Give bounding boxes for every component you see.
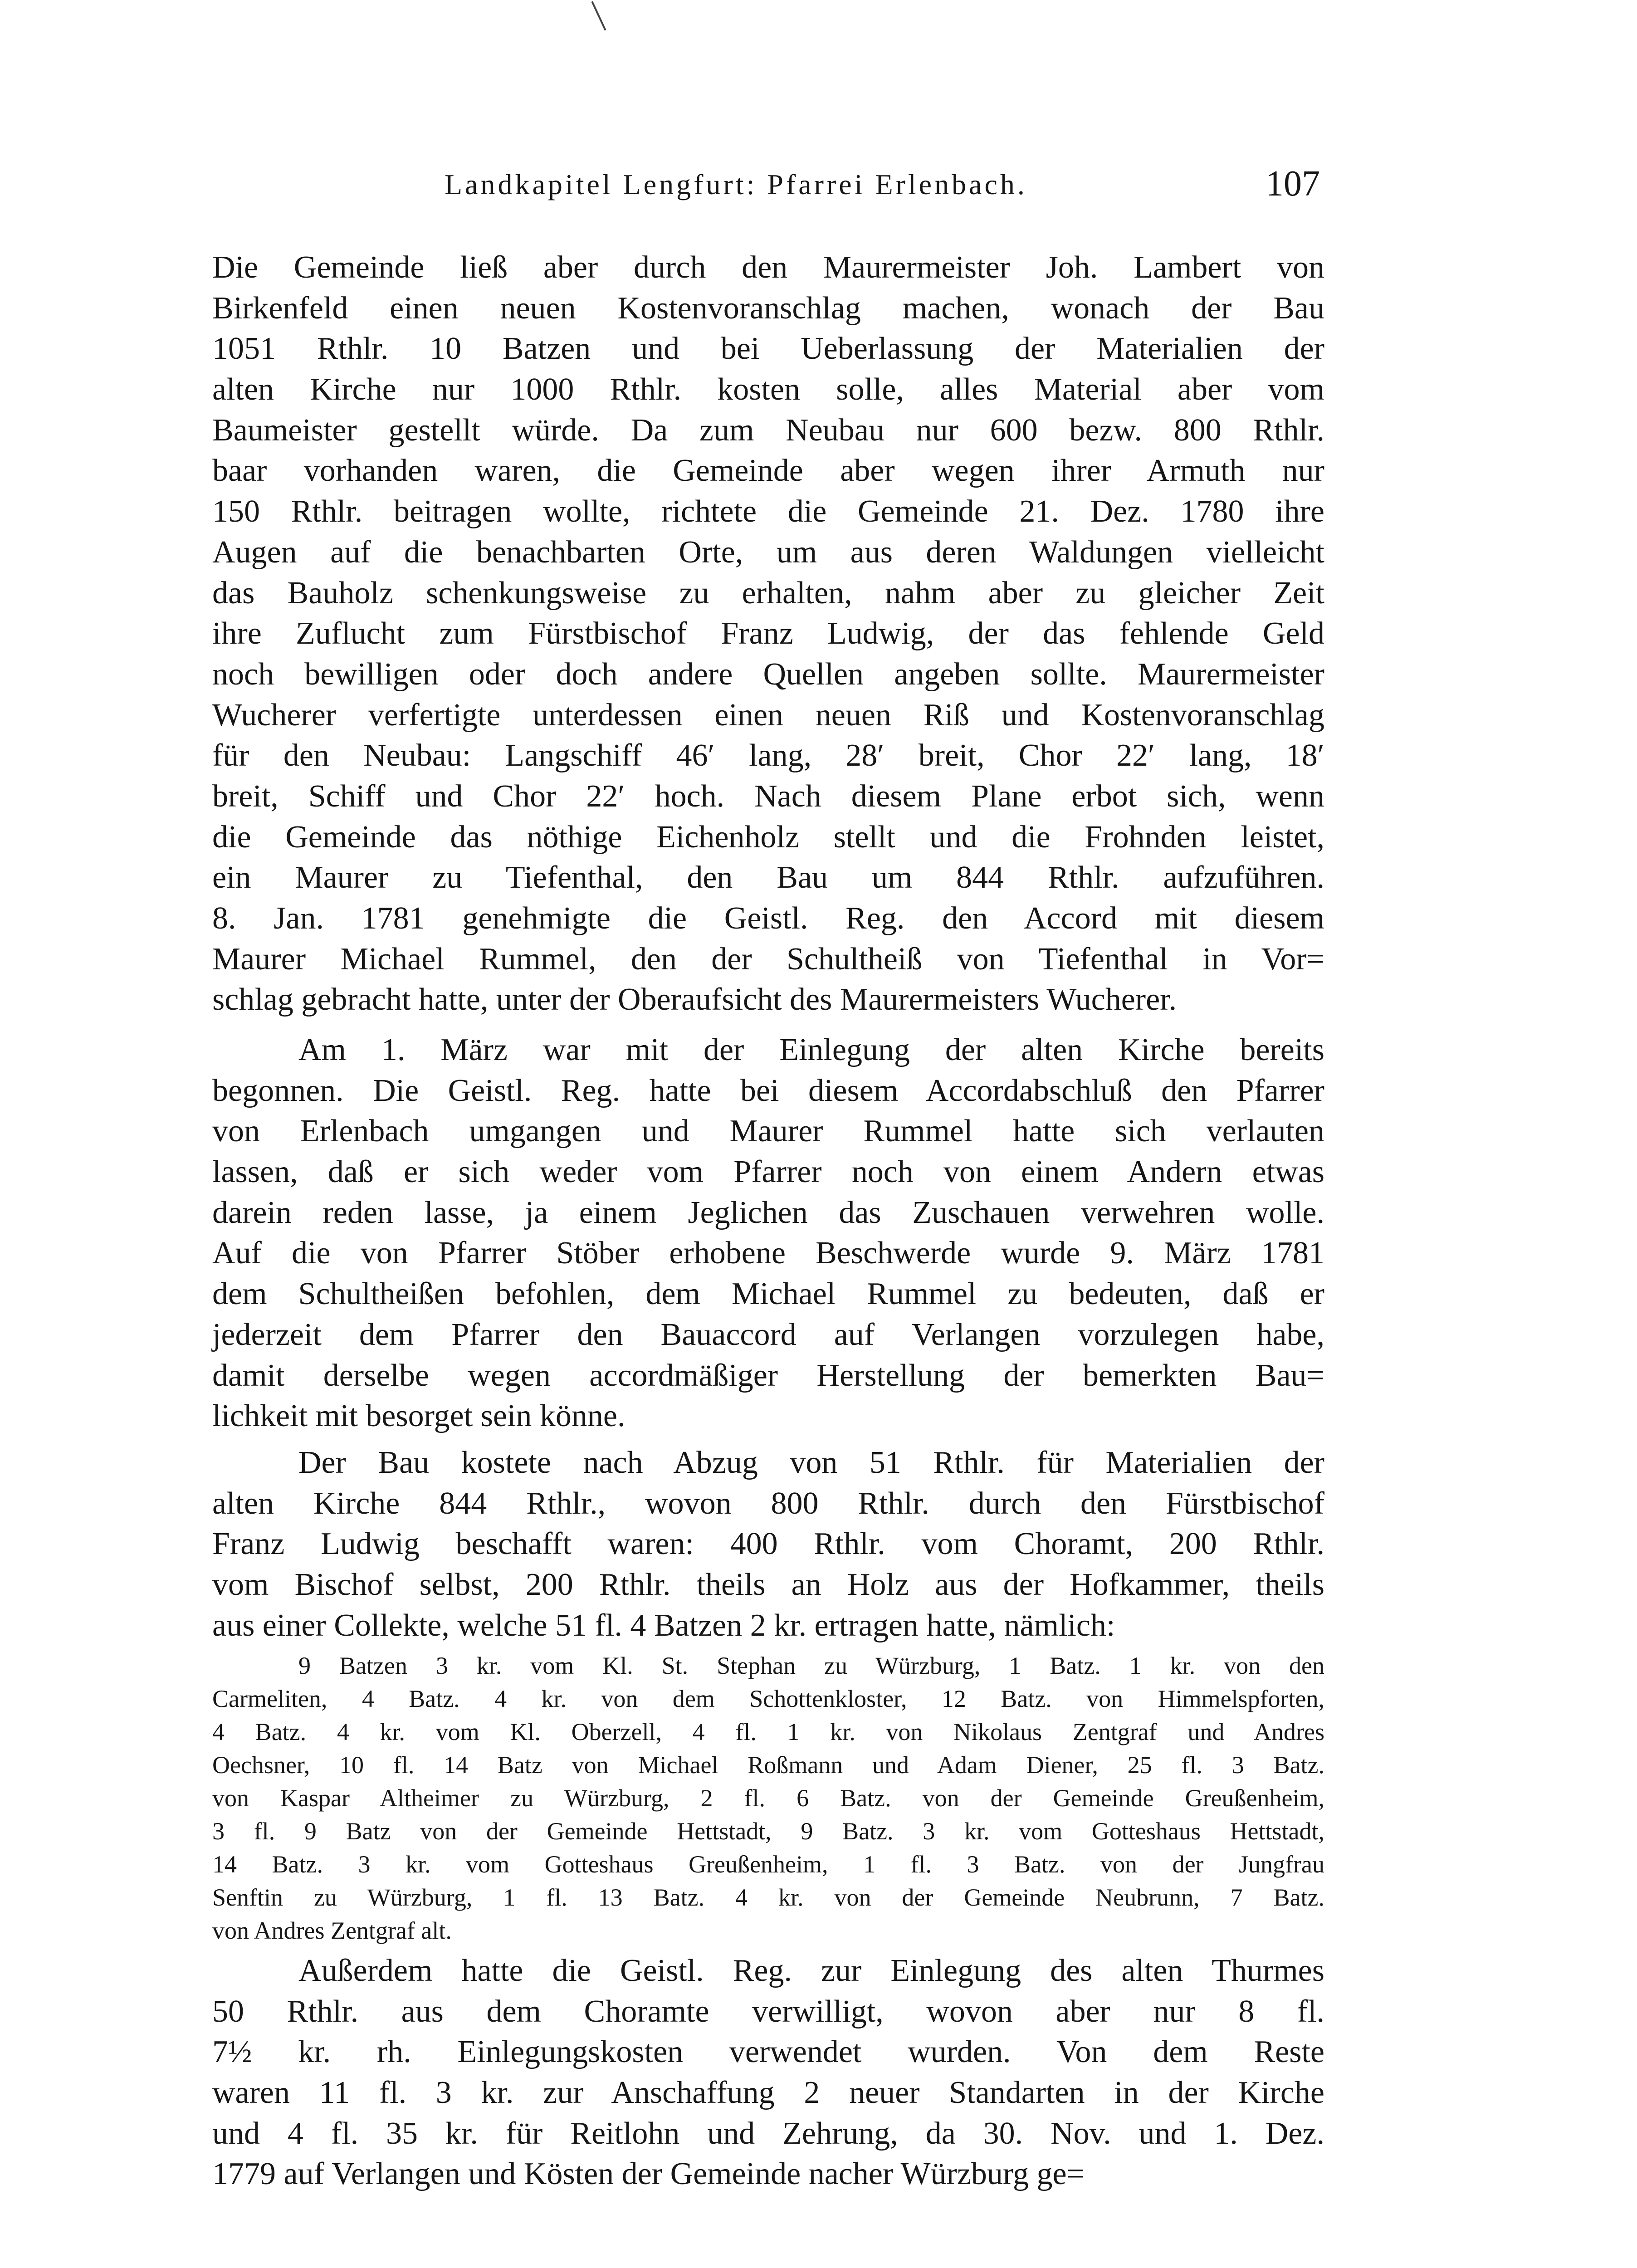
text-line: ihre Zuflucht zum Fürstbischof Franz Ludwig, der das fehlende Geld [212, 616, 1324, 651]
text-line: Carmeliten, 4 Batz. 4 kr. von dem Schottenkloster, 12 Batz. von Himmelspforten, [212, 1685, 1324, 1712]
text-line: die Gemeinde das nöthige Eichenholz stellt und die Frohnden leistet, [212, 819, 1324, 855]
text-line: von Andres Zentgraf alt. [212, 1917, 452, 1944]
text-line: Am 1. März war mit der Einlegung der alten Kirche bereits [298, 1032, 1324, 1067]
page-number: 107 [1266, 164, 1320, 204]
text-line: und 4 fl. 35 kr. für Reitlohn und Zehrung, da 30. Nov. und 1. Dez. [212, 2116, 1324, 2151]
footnote-collection-list [212, 1649, 1324, 1947]
text-line: jederzeit dem Pfarrer den Bauaccord auf Verlangen vorzulegen habe, [212, 1317, 1324, 1352]
text-line: 50 Rthlr. aus dem Choramte verwilligt, wovon aber nur 8 fl. [212, 1994, 1324, 2029]
paragraph-1 [212, 247, 1324, 1020]
text-line: von Erlenbach umgangen und Maurer Rummel hatte sich verlauten [212, 1114, 1324, 1149]
text-line: Oechsner, 10 fl. 14 Batz von Michael Roßmann und Adam Diener, 25 fl. 3 Batz. [212, 1751, 1324, 1779]
text-line: darein reden lasse, ja einem Jeglichen das Zuschauen verwehren wolle. [212, 1195, 1324, 1230]
text-line: Franz Ludwig beschafft waren: 400 Rthlr. vom Choramt, 200 Rthlr. [212, 1526, 1324, 1562]
text-line: 3 fl. 9 Batz von der Gemeinde Hettstadt, 9 Batz. 3 kr. vom Gotteshaus Hettstadt, [212, 1818, 1324, 1845]
text-line: von Kaspar Altheimer zu Würzburg, 2 fl. 6 Batz. von der Gemeinde Greußenheim, [212, 1784, 1324, 1812]
text-line: 1051 Rthlr. 10 Batzen und bei Ueberlassung der Materialien der [212, 331, 1324, 367]
text-line: waren 11 fl. 3 kr. zur Anschaffung 2 neuer Standarten in der Kirche [212, 2075, 1324, 2111]
text-line: 14 Batz. 3 kr. vom Gotteshaus Greußenheim, 1 fl. 3 Batz. von der Jungfrau [212, 1851, 1324, 1878]
text-line: damit derselbe wegen accordmäßiger Herstellung der bemerkten Bau= [212, 1358, 1324, 1393]
text-line: lichkeit mit besorget sein könne. [212, 1398, 625, 1434]
text-line: Auf die von Pfarrer Stöber erhobene Beschwerde wurde 9. März 1781 [212, 1236, 1324, 1271]
text-line: 4 Batz. 4 kr. vom Kl. Oberzell, 4 fl. 1 kr. von Nikolaus Zentgraf und Andres [212, 1718, 1324, 1745]
text-line: noch bewilligen oder doch andere Quellen angeben sollte. Maurermeister [212, 656, 1324, 692]
text-line: 150 Rthlr. beitragen wollte, richtete die Gemeinde 21. Dez. 1780 ihre [212, 494, 1324, 529]
text-line: alten Kirche nur 1000 Rthlr. kosten solle, alles Material aber vom [212, 372, 1324, 407]
text-line: 7½ kr. rh. Einlegungskosten verwendet wurden. Von dem Reste [212, 2034, 1324, 2070]
text-line: Maurer Michael Rummel, den der Schultheiß von Tiefenthal in Vor= [212, 941, 1324, 977]
paragraph-4 [212, 1950, 1324, 2195]
paragraph-2 [212, 1030, 1324, 1437]
text-line: Die Gemeinde ließ aber durch den Maurermeister Joh. Lambert von [212, 250, 1324, 285]
text-line: dem Schultheißen befohlen, dem Michael Rummel zu bedeuten, daß er [212, 1276, 1324, 1312]
text-line: vom Bischof selbst, 200 Rthlr. theils an Holz aus der Hofkammer, theils [212, 1567, 1324, 1603]
text-line: Außerdem hatte die Geistl. Reg. zur Einlegung des alten Thurmes [298, 1953, 1324, 1988]
text-line: 9 Batzen 3 kr. vom Kl. St. Stephan zu Würzburg, 1 Batz. 1 kr. von den [298, 1652, 1324, 1679]
text-line: Augen auf die benachbarten Orte, um aus deren Waldungen vielleicht [212, 534, 1324, 570]
text-line: das Bauholz schenkungsweise zu erhalten, nahm aber zu gleicher Zeit [212, 575, 1324, 611]
text-line: ein Maurer zu Tiefenthal, den Bau um 844 Rthlr. aufzuführen. [212, 860, 1324, 895]
text-line: 8. Jan. 1781 genehmigte die Geistl. Reg. den Accord mit diesem [212, 901, 1324, 936]
text-line: Birkenfeld einen neuen Kostenvoranschlag machen, wonach der Bau [212, 290, 1324, 326]
text-line: Wucherer verfertigte unterdessen einen neuen Riß und Kostenvoranschlag [212, 697, 1324, 733]
text-line: baar vorhanden waren, die Gemeinde aber wegen ihrer Armuth nur [212, 453, 1324, 489]
text-line: begonnen. Die Geistl. Reg. hatte bei diesem Accordabschluß den Pfarrer [212, 1073, 1324, 1108]
running-header: Landkapitel Lengfurt: Pfarrei Erlenbach. [445, 168, 1027, 200]
text-line: lassen, daß er sich weder vom Pfarrer noch von einem Andern etwas [212, 1154, 1324, 1190]
scan-mark [591, 1, 606, 30]
paragraph-3 [212, 1442, 1324, 1646]
text-line: für den Neubau: Langschiff 46′ lang, 28′ breit, Chor 22′ lang, 18′ [212, 738, 1324, 773]
text-line: aus einer Collekte, welche 51 fl. 4 Batzen 2 kr. ertragen hatte, nämlich: [212, 1608, 1115, 1643]
text-line: Baumeister gestellt würde. Da zum Neubau nur 600 bezw. 800 Rthlr. [212, 412, 1324, 448]
text-line: alten Kirche 844 Rthlr., wovon 800 Rthlr. durch den Fürstbischof [212, 1486, 1324, 1521]
text-line: schlag gebracht hatte, unter der Oberaufsicht des Maurermeisters Wucherer. [212, 982, 1177, 1017]
text-line: Senftin zu Würzburg, 1 fl. 13 Batz. 4 kr. von der Gemeinde Neubrunn, 7 Batz. [212, 1884, 1324, 1911]
text-line: breit, Schiff und Chor 22′ hoch. Nach diesem Plane erbot sich, wenn [212, 778, 1324, 814]
text-line: Der Bau kostete nach Abzug von 51 Rthlr. für Materialien der [298, 1445, 1324, 1480]
text-line: 1779 auf Verlangen und Kösten der Gemeinde nacher Würzburg ge= [212, 2156, 1085, 2192]
